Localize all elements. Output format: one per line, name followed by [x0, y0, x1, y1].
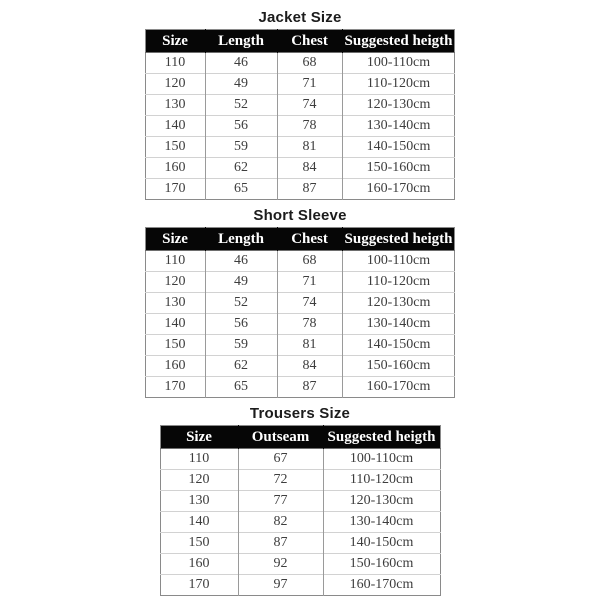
table-cell: 82	[238, 512, 323, 533]
column-header: Length	[205, 228, 277, 251]
table-cell: 110	[145, 53, 205, 74]
table-cell: 77	[238, 491, 323, 512]
column-header: Size	[160, 426, 238, 449]
table-title: Jacket Size	[258, 9, 342, 26]
table-row	[145, 272, 455, 293]
column-header: Suggested heigth	[342, 30, 455, 53]
table-cell: 59	[205, 137, 277, 158]
table-cell: 56	[205, 116, 277, 137]
table-cell: 92	[238, 554, 323, 575]
table-cell: 68	[277, 53, 342, 74]
table-cell: 140-150cm	[342, 335, 455, 356]
table-cell: 74	[277, 95, 342, 116]
size-table	[145, 29, 456, 200]
table-cell: 110	[145, 251, 205, 272]
table-cell: 130	[160, 491, 238, 512]
table-cell: 81	[277, 335, 342, 356]
table-row	[145, 116, 455, 137]
table-row	[145, 179, 455, 200]
table-cell: 160	[145, 158, 205, 179]
table-cell: 140-150cm	[323, 533, 440, 554]
table-cell: 130-140cm	[342, 314, 455, 335]
size-charts-container	[0, 9, 600, 596]
table-cell: 71	[277, 272, 342, 293]
table-row	[160, 512, 440, 533]
table-row	[160, 449, 440, 470]
table-cell: 78	[277, 116, 342, 137]
table-cell: 130	[145, 293, 205, 314]
table-cell: 150-160cm	[323, 554, 440, 575]
table-row	[145, 137, 455, 158]
column-header: Size	[145, 30, 205, 53]
table-cell: 71	[277, 74, 342, 95]
size-table	[160, 425, 441, 596]
table-cell: 120	[145, 74, 205, 95]
table-cell: 74	[277, 293, 342, 314]
table-row	[160, 575, 440, 596]
column-header: Outseam	[238, 426, 323, 449]
table-cell: 120	[145, 272, 205, 293]
table-cell: 130-140cm	[323, 512, 440, 533]
column-header: Chest	[277, 30, 342, 53]
table-cell: 100-110cm	[342, 53, 455, 74]
table-cell: 110-120cm	[323, 470, 440, 491]
table-cell: 160	[160, 554, 238, 575]
table-cell: 110-120cm	[342, 74, 455, 95]
table-cell: 110	[160, 449, 238, 470]
table-cell: 130-140cm	[342, 116, 455, 137]
table-cell: 150	[145, 137, 205, 158]
table-cell: 62	[205, 356, 277, 377]
table-cell: 84	[277, 158, 342, 179]
size-table	[145, 227, 456, 398]
table-cell: 46	[205, 53, 277, 74]
table-title: Trousers Size	[249, 405, 351, 422]
table-row	[145, 356, 455, 377]
table-cell: 170	[145, 377, 205, 398]
table-row	[160, 491, 440, 512]
table-title: Short Sleeve	[253, 207, 347, 224]
table-cell: 160	[145, 356, 205, 377]
table-cell: 87	[238, 533, 323, 554]
table-cell: 78	[277, 314, 342, 335]
table-cell: 160-170cm	[323, 575, 440, 596]
header-row	[145, 228, 455, 251]
table-cell: 140-150cm	[342, 137, 455, 158]
table-cell: 59	[205, 335, 277, 356]
table-cell: 52	[205, 95, 277, 116]
table-cell: 65	[205, 179, 277, 200]
table-cell: 120	[160, 470, 238, 491]
table-row	[145, 314, 455, 335]
header-row	[160, 426, 440, 449]
table-cell: 120-130cm	[323, 491, 440, 512]
table-cell: 49	[205, 272, 277, 293]
table-row	[145, 158, 455, 179]
table-cell: 140	[145, 116, 205, 137]
table-cell: 160-170cm	[342, 377, 455, 398]
column-header: Suggested heigth	[342, 228, 455, 251]
table-cell: 87	[277, 377, 342, 398]
size-table-section	[0, 405, 600, 596]
table-cell: 150	[145, 335, 205, 356]
table-row	[160, 470, 440, 491]
table-cell: 150	[160, 533, 238, 554]
table-cell: 46	[205, 251, 277, 272]
table-row	[145, 251, 455, 272]
column-header: Suggested heigth	[323, 426, 440, 449]
table-row	[160, 533, 440, 554]
column-header: Chest	[277, 228, 342, 251]
table-cell: 68	[277, 251, 342, 272]
size-table-section	[0, 207, 600, 398]
size-table-section	[0, 9, 600, 200]
table-cell: 56	[205, 314, 277, 335]
table-cell: 49	[205, 74, 277, 95]
table-cell: 62	[205, 158, 277, 179]
table-cell: 150-160cm	[342, 356, 455, 377]
table-row	[145, 74, 455, 95]
table-cell: 67	[238, 449, 323, 470]
table-row	[145, 53, 455, 74]
table-cell: 100-110cm	[342, 251, 455, 272]
table-cell: 72	[238, 470, 323, 491]
table-cell: 52	[205, 293, 277, 314]
table-cell: 120-130cm	[342, 293, 455, 314]
table-cell: 150-160cm	[342, 158, 455, 179]
header-row	[145, 30, 455, 53]
table-cell: 65	[205, 377, 277, 398]
column-header: Length	[205, 30, 277, 53]
table-cell: 130	[145, 95, 205, 116]
table-cell: 120-130cm	[342, 95, 455, 116]
table-cell: 84	[277, 356, 342, 377]
table-cell: 170	[160, 575, 238, 596]
table-cell: 170	[145, 179, 205, 200]
table-row	[160, 554, 440, 575]
table-row	[145, 335, 455, 356]
table-cell: 110-120cm	[342, 272, 455, 293]
table-cell: 160-170cm	[342, 179, 455, 200]
table-row	[145, 377, 455, 398]
table-cell: 87	[277, 179, 342, 200]
table-cell: 81	[277, 137, 342, 158]
table-cell: 100-110cm	[323, 449, 440, 470]
table-row	[145, 95, 455, 116]
table-cell: 97	[238, 575, 323, 596]
table-row	[145, 293, 455, 314]
table-cell: 140	[145, 314, 205, 335]
column-header: Size	[145, 228, 205, 251]
table-cell: 140	[160, 512, 238, 533]
